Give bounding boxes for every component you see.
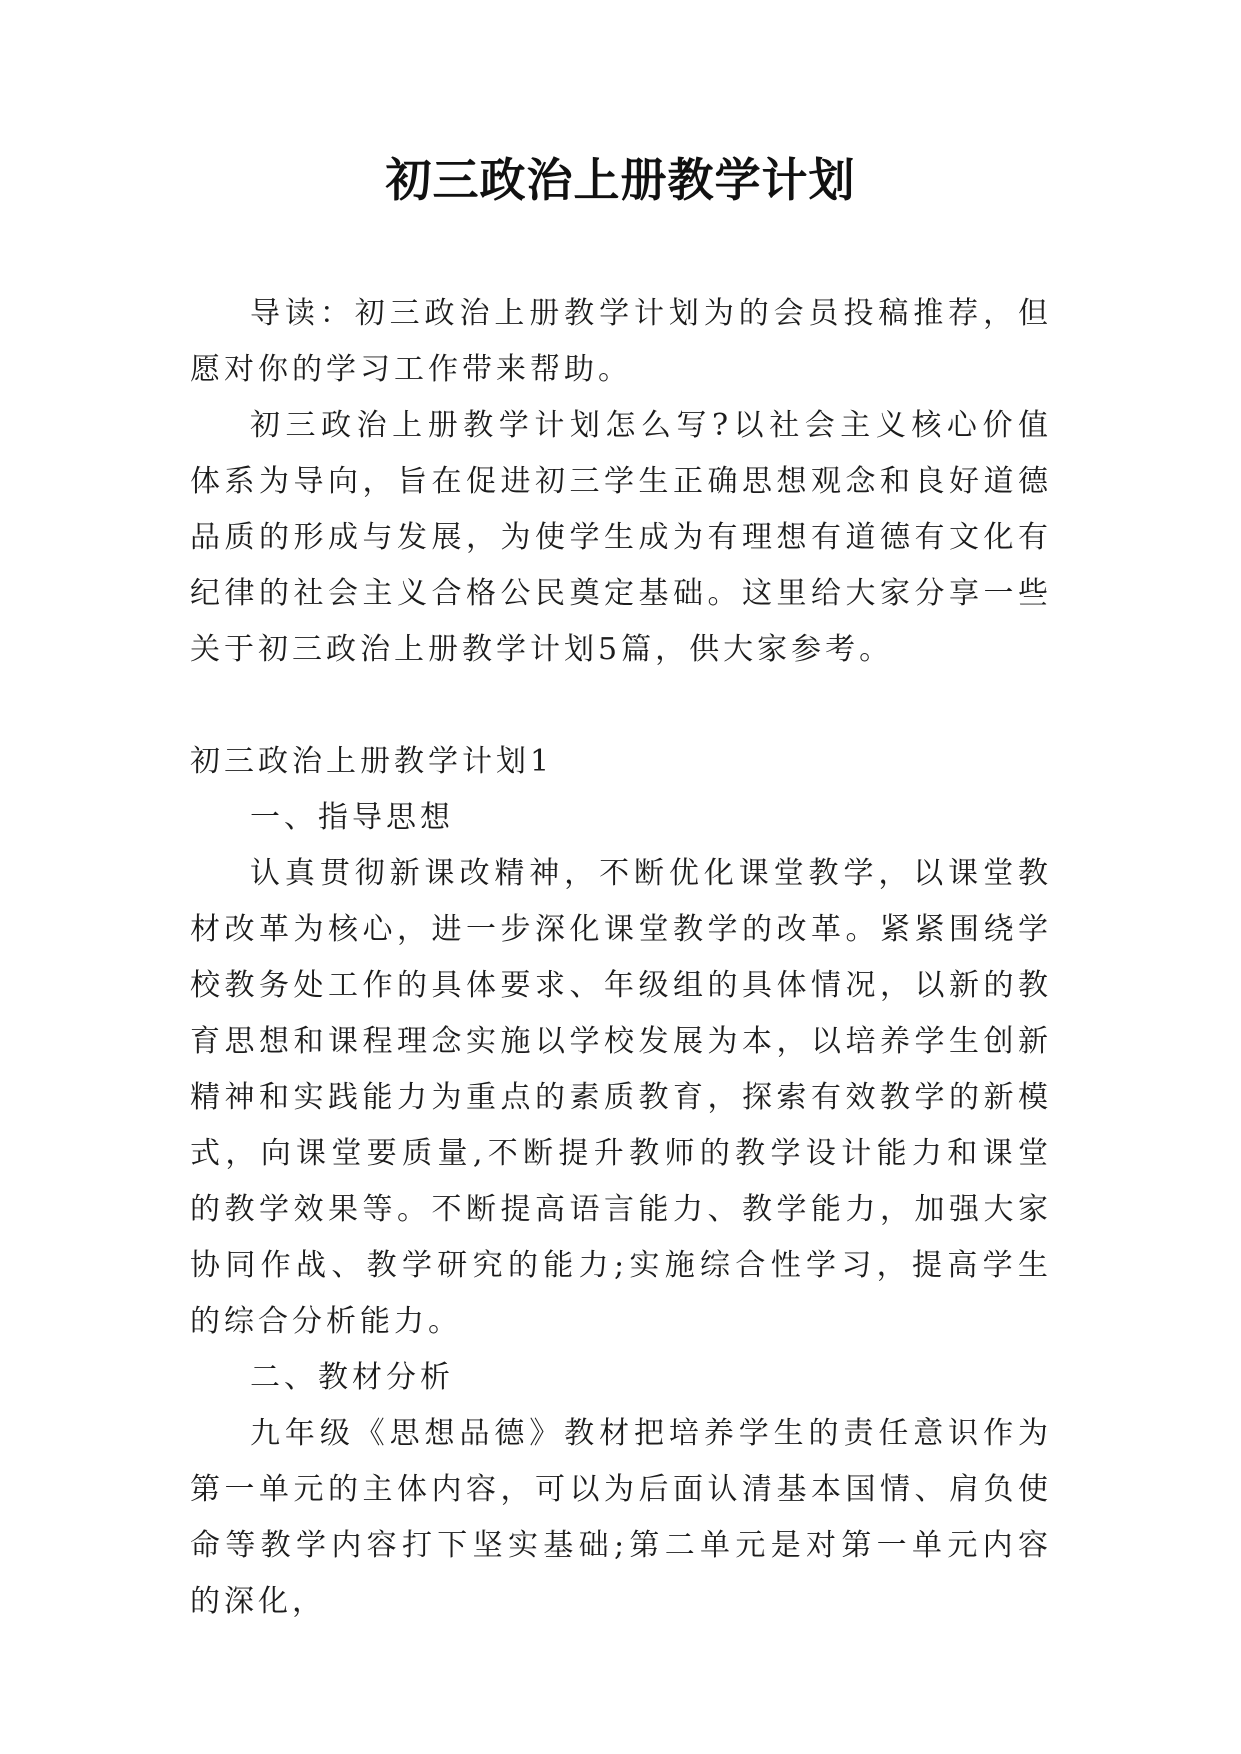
guiding-ideology-paragraph: 认真贯彻新课改精神，不断优化课堂教学，以课堂教材改革为核心，进一步深化课堂教学的改革。紧紧围绕学校教务处工作的具体要求、年级组的具体情况，以新的教育思想和课程理念实施以学校发展为本，以培养学生创新精神和实践能力为重点的素质教育，探索有效教学的新模式，向课堂要质量,不断提升教师的教学设计能力和课堂的教学效果等。不断提高语言能力、教学能力，加强大家协同作战、教学研究的能力;实施综合性学习，提高学生的综合分析能力。 [190, 856, 1052, 1339]
heading-textbook-analysis: 二、教材分析 [250, 1360, 454, 1395]
summary-paragraph: 初三政治上册教学计划怎么写?以社会主义核心价值体系为导向，旨在促进初三学生正确思想观念和良好道德品质的形成与发展，为使学生成为有理想有道德有文化有纪律的社会主义合格公民奠定基础。这里给大家分享一些关于初三政治上册教学计划5篇，供大家参考。 [190, 408, 1052, 667]
heading-guiding-ideology: 一、指导思想 [250, 800, 454, 835]
intro-paragraph: 导读：初三政治上册教学计划为的会员投稿推荐，但愿对你的学习工作带来帮助。 [190, 296, 1052, 387]
section-title: 初三政治上册教学计划1 [190, 744, 554, 779]
document-title: 初三政治上册教学计划 [385, 153, 856, 207]
section-spacer [190, 678, 1052, 734]
textbook-analysis-paragraph: 九年级《思想品德》教材把培养学生的责任意识作为第一单元的主体内容，可以为后面认清基本国情、肩负使命等教学内容打下坚实基础;第二单元是对第一单元内容的深化， [190, 1416, 1052, 1619]
document-body [190, 286, 1052, 1630]
